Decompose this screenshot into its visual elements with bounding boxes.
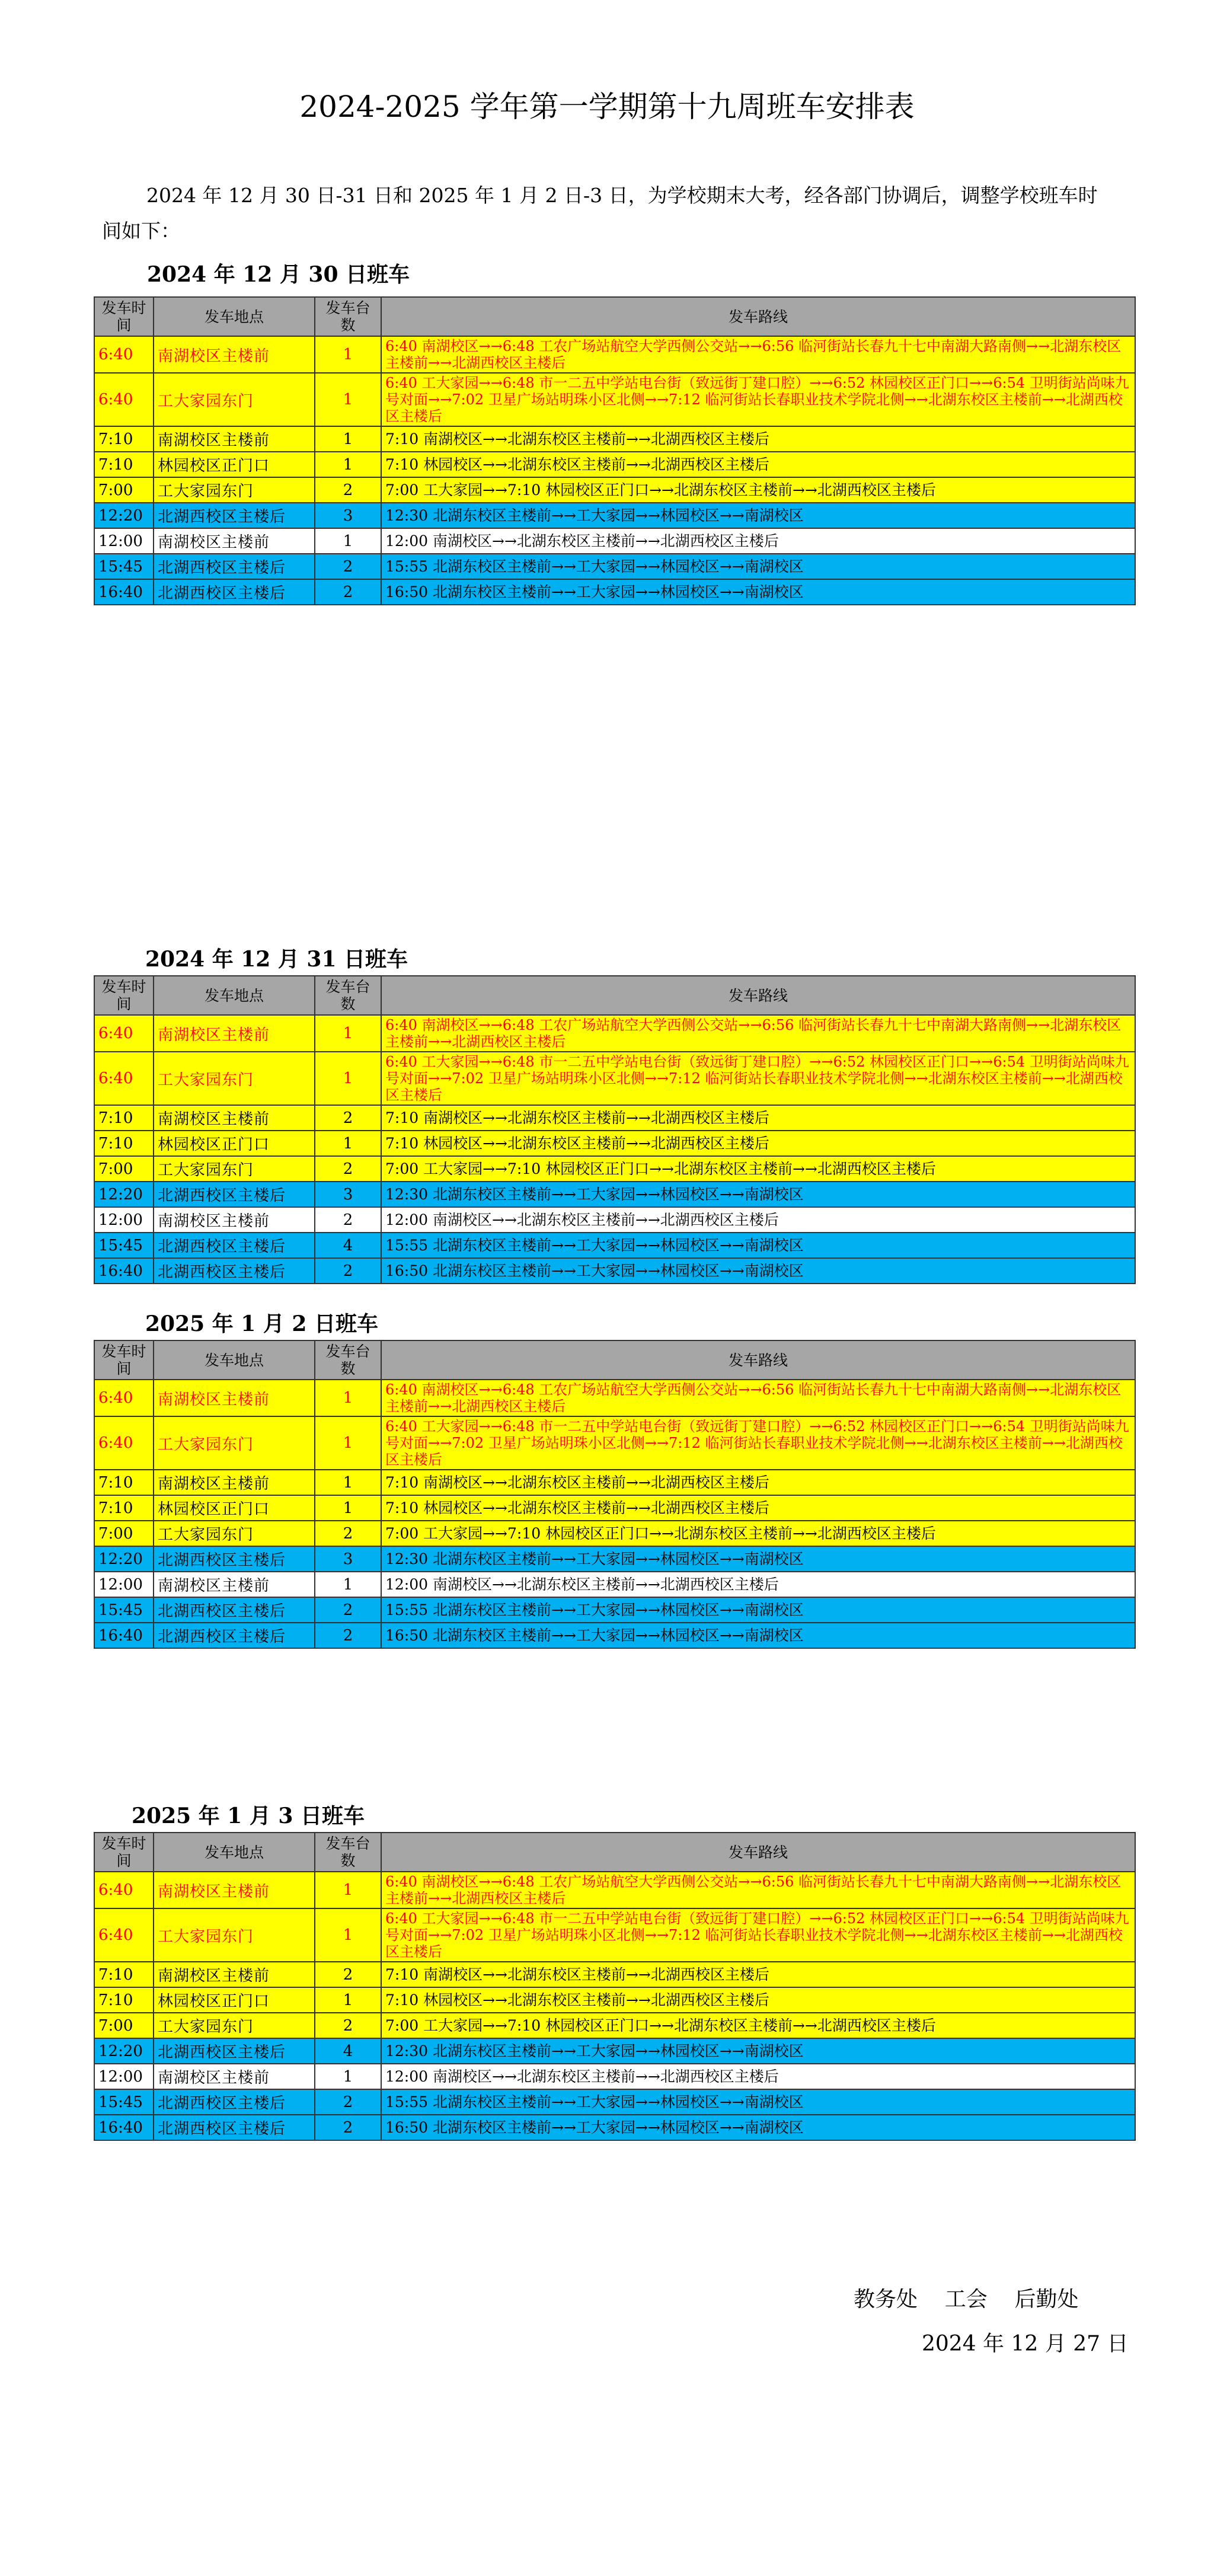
intro-paragraph: 2024 年 12 月 30 日-31 日和 2025 年 1 月 2 日-3 日，为学校期末大考，经各部门协调后，调整学校班车时间如下： <box>102 184 1098 242</box>
cell-time: 12:00 <box>94 2064 154 2089</box>
cell-count: 1 <box>315 426 381 452</box>
table-row <box>94 2038 1135 2064</box>
cell-time: 7:10 <box>94 1105 154 1131</box>
cell-time: 7:10 <box>94 452 154 477</box>
table-row <box>94 2064 1135 2089</box>
cell-count: 2 <box>315 1207 381 1233</box>
cell-location: 工大家园东门 <box>154 477 315 503</box>
cell-time: 7:10 <box>94 1987 154 2013</box>
cell-route: 12:00 南湖校区→→北湖东校区主楼前→→北湖西校区主楼后 <box>381 2064 1135 2089</box>
cell-location: 南湖校区主楼前 <box>154 1105 315 1131</box>
cell-count: 3 <box>315 503 381 528</box>
cell-time: 16:40 <box>94 2115 154 2140</box>
cell-location: 林园校区正门口 <box>154 1987 315 2013</box>
cell-time: 12:20 <box>94 1182 154 1207</box>
schedule-table <box>94 296 1136 605</box>
cell-route: 7:10 林园校区→→北湖东校区主楼前→→北湖西校区主楼后 <box>381 1987 1135 2013</box>
cell-count: 2 <box>315 477 381 503</box>
cell-route: 16:50 北湖东校区主楼前→→工大家园→→林园校区→→南湖校区 <box>381 1623 1135 1648</box>
footer-date: 2024 年 12 月 27 日 <box>922 2332 1129 2356</box>
cell-location: 工大家园东门 <box>154 2013 315 2038</box>
cell-location: 南湖校区主楼前 <box>154 336 315 373</box>
cell-location: 北湖西校区主楼后 <box>154 1597 315 1623</box>
table-row <box>94 1015 1135 1052</box>
cell-count: 1 <box>315 373 381 426</box>
cell-time: 6:40 <box>94 1052 154 1105</box>
header-location: 发车地点 <box>154 1833 315 1872</box>
cell-time: 7:00 <box>94 1156 154 1182</box>
table-row <box>94 1623 1135 1648</box>
cell-route: 12:30 北湖东校区主楼前→→工大家园→→林园校区→→南湖校区 <box>381 1546 1135 1572</box>
table-row <box>94 2089 1135 2115</box>
table-row <box>94 1105 1135 1131</box>
cell-count: 2 <box>315 579 381 605</box>
cell-count: 1 <box>315 1052 381 1105</box>
table-row <box>94 336 1135 373</box>
table-header-row <box>94 1340 1135 1380</box>
header-location: 发车地点 <box>154 1340 315 1380</box>
table-header-row <box>94 297 1135 336</box>
header-count: 发车台数 <box>315 1833 381 1872</box>
cell-route: 7:00 工大家园→→7:10 林园校区正门口→→北湖东校区主楼前→→北湖西校区主楼后 <box>381 1521 1135 1546</box>
cell-route: 7:10 林园校区→→北湖东校区主楼前→→北湖西校区主楼后 <box>381 1495 1135 1521</box>
cell-route: 6:40 南湖校区→→6:48 工农广场站航空大学西侧公交站→→6:56 临河街站长春九十七中南湖大路南侧→→北湖东校区主楼前→→北湖西校区主楼后 <box>381 1872 1135 1908</box>
cell-location: 北湖西校区主楼后 <box>154 1233 315 1258</box>
cell-time: 7:10 <box>94 1131 154 1156</box>
table-row <box>94 1207 1135 1233</box>
cell-location: 南湖校区主楼前 <box>154 1470 315 1495</box>
cell-time: 12:00 <box>94 528 154 554</box>
section-title: 2024 年 12 月 31 日班车 <box>145 947 408 972</box>
cell-route: 16:50 北湖东校区主楼前→→工大家园→→林园校区→→南湖校区 <box>381 579 1135 605</box>
cell-count: 4 <box>315 1233 381 1258</box>
section-title: 2025 年 1 月 2 日班车 <box>145 1311 378 1336</box>
table-row <box>94 1052 1135 1105</box>
cell-time: 7:10 <box>94 1470 154 1495</box>
cell-location: 南湖校区主楼前 <box>154 2064 315 2089</box>
table-row <box>94 503 1135 528</box>
cell-time: 6:40 <box>94 1416 154 1470</box>
schedule-table <box>94 975 1136 1284</box>
cell-count: 1 <box>315 528 381 554</box>
cell-time: 16:40 <box>94 1258 154 1284</box>
table-row <box>94 1908 1135 1962</box>
cell-time: 6:40 <box>94 1380 154 1416</box>
cell-count: 3 <box>315 1182 381 1207</box>
cell-time: 15:45 <box>94 2089 154 2115</box>
cell-location: 南湖校区主楼前 <box>154 1380 315 1416</box>
cell-count: 2 <box>315 1258 381 1284</box>
table-row <box>94 1962 1135 1987</box>
cell-route: 15:55 北湖东校区主楼前→→工大家园→→林园校区→→南湖校区 <box>381 554 1135 579</box>
cell-location: 南湖校区主楼前 <box>154 1207 315 1233</box>
header-route: 发车路线 <box>381 297 1135 336</box>
header-time: 发车时间 <box>94 297 154 336</box>
cell-count: 2 <box>315 554 381 579</box>
header-route: 发车路线 <box>381 1833 1135 1872</box>
cell-location: 林园校区正门口 <box>154 452 315 477</box>
cell-time: 15:45 <box>94 1233 154 1258</box>
cell-count: 1 <box>315 1380 381 1416</box>
cell-location: 南湖校区主楼前 <box>154 1572 315 1597</box>
cell-time: 7:00 <box>94 2013 154 2038</box>
table-row <box>94 1182 1135 1207</box>
cell-count: 1 <box>315 336 381 373</box>
cell-count: 2 <box>315 1597 381 1623</box>
cell-route: 7:10 南湖校区→→北湖东校区主楼前→→北湖西校区主楼后 <box>381 1962 1135 1987</box>
cell-route: 12:30 北湖东校区主楼前→→工大家园→→林园校区→→南湖校区 <box>381 1182 1135 1207</box>
cell-route: 7:00 工大家园→→7:10 林园校区正门口→→北湖东校区主楼前→→北湖西校区主楼后 <box>381 477 1135 503</box>
cell-count: 2 <box>315 1962 381 1987</box>
page-title: 2024-2025 学年第一学期第十九周班车安排表 <box>299 90 915 124</box>
cell-route: 12:00 南湖校区→→北湖东校区主楼前→→北湖西校区主楼后 <box>381 1572 1135 1597</box>
cell-location: 南湖校区主楼前 <box>154 1962 315 1987</box>
cell-route: 7:00 工大家园→→7:10 林园校区正门口→→北湖东校区主楼前→→北湖西校区主楼后 <box>381 2013 1135 2038</box>
header-count: 发车台数 <box>315 297 381 336</box>
cell-route: 6:40 南湖校区→→6:48 工农广场站航空大学西侧公交站→→6:56 临河街站长春九十七中南湖大路南侧→→北湖东校区主楼前→→北湖西校区主楼后 <box>381 1015 1135 1052</box>
cell-time: 12:00 <box>94 1207 154 1233</box>
cell-location: 工大家园东门 <box>154 1416 315 1470</box>
cell-count: 2 <box>315 2089 381 2115</box>
cell-count: 1 <box>315 1015 381 1052</box>
cell-location: 南湖校区主楼前 <box>154 426 315 452</box>
cell-time: 6:40 <box>94 1872 154 1908</box>
cell-location: 北湖西校区主楼后 <box>154 2038 315 2064</box>
table-row <box>94 1258 1135 1284</box>
cell-count: 2 <box>315 1156 381 1182</box>
cell-route: 7:10 林园校区→→北湖东校区主楼前→→北湖西校区主楼后 <box>381 452 1135 477</box>
cell-route: 6:40 工大家园→→6:48 市一二五中学站电台街（致远街丁建口腔）→→6:52 林园校区正门口→→6:54 卫明街站尚味九号对面→→7:02 卫星广场站明珠小区北侧→→7:12 临河街站长春职业技术学院北侧→→北湖东校区主楼前→→北湖西校区主楼后 <box>381 1908 1135 1962</box>
table-row <box>94 1987 1135 2013</box>
section-title: 2024 年 12 月 30 日班车 <box>147 262 410 287</box>
cell-route: 15:55 北湖东校区主楼前→→工大家园→→林园校区→→南湖校区 <box>381 1233 1135 1258</box>
cell-count: 1 <box>315 1872 381 1908</box>
cell-count: 3 <box>315 1546 381 1572</box>
header-count: 发车台数 <box>315 976 381 1015</box>
cell-location: 北湖西校区主楼后 <box>154 1623 315 1648</box>
cell-location: 北湖西校区主楼后 <box>154 503 315 528</box>
cell-time: 7:10 <box>94 1495 154 1521</box>
cell-count: 1 <box>315 1987 381 2013</box>
cell-time: 7:00 <box>94 1521 154 1546</box>
table-header-row <box>94 1833 1135 1872</box>
cell-route: 12:30 北湖东校区主楼前→→工大家园→→林园校区→→南湖校区 <box>381 2038 1135 2064</box>
cell-count: 2 <box>315 1521 381 1546</box>
cell-location: 北湖西校区主楼后 <box>154 2089 315 2115</box>
cell-count: 1 <box>315 1572 381 1597</box>
schedule-table <box>94 1832 1136 2141</box>
cell-route: 7:10 南湖校区→→北湖东校区主楼前→→北湖西校区主楼后 <box>381 1470 1135 1495</box>
table-header-row <box>94 976 1135 1015</box>
cell-time: 16:40 <box>94 1623 154 1648</box>
table-row <box>94 1380 1135 1416</box>
cell-route: 6:40 工大家园→→6:48 市一二五中学站电台街（致远街丁建口腔）→→6:52 林园校区正门口→→6:54 卫明街站尚味九号对面→→7:02 卫星广场站明珠小区北侧→→7:12 临河街站长春职业技术学院北侧→→北湖东校区主楼前→→北湖西校区主楼后 <box>381 1416 1135 1470</box>
cell-location: 林园校区正门口 <box>154 1495 315 1521</box>
table-row <box>94 1156 1135 1182</box>
cell-route: 15:55 北湖东校区主楼前→→工大家园→→林园校区→→南湖校区 <box>381 1597 1135 1623</box>
cell-location: 北湖西校区主楼后 <box>154 1258 315 1284</box>
header-count: 发车台数 <box>315 1340 381 1380</box>
table-row <box>94 1872 1135 1908</box>
cell-count: 2 <box>315 1105 381 1131</box>
cell-time: 16:40 <box>94 579 154 605</box>
cell-count: 1 <box>315 1131 381 1156</box>
cell-location: 工大家园东门 <box>154 1521 315 1546</box>
cell-location: 北湖西校区主楼后 <box>154 1182 315 1207</box>
cell-time: 12:20 <box>94 503 154 528</box>
cell-location: 工大家园东门 <box>154 1908 315 1962</box>
cell-time: 7:10 <box>94 426 154 452</box>
footer-departments: 教务处 工会 后勤处 <box>854 2287 1079 2312</box>
table-row <box>94 1233 1135 1258</box>
table-row <box>94 554 1135 579</box>
cell-route: 12:30 北湖东校区主楼前→→工大家园→→林园校区→→南湖校区 <box>381 503 1135 528</box>
table-row <box>94 1470 1135 1495</box>
header-time: 发车时间 <box>94 976 154 1015</box>
cell-count: 1 <box>315 452 381 477</box>
table-row <box>94 452 1135 477</box>
cell-route: 15:55 北湖东校区主楼前→→工大家园→→林园校区→→南湖校区 <box>381 2089 1135 2115</box>
cell-location: 南湖校区主楼前 <box>154 1015 315 1052</box>
cell-time: 12:20 <box>94 1546 154 1572</box>
cell-location: 南湖校区主楼前 <box>154 528 315 554</box>
cell-time: 15:45 <box>94 554 154 579</box>
cell-time: 6:40 <box>94 336 154 373</box>
section-title: 2025 年 1 月 3 日班车 <box>132 1803 365 1828</box>
header-location: 发车地点 <box>154 976 315 1015</box>
cell-count: 1 <box>315 1470 381 1495</box>
cell-route: 6:40 工大家园→→6:48 市一二五中学站电台街（致远街丁建口腔）→→6:52 林园校区正门口→→6:54 卫明街站尚味九号对面→→7:02 卫星广场站明珠小区北侧→→7:12 临河街站长春职业技术学院北侧→→北湖东校区主楼前→→北湖西校区主楼后 <box>381 373 1135 426</box>
cell-count: 4 <box>315 2038 381 2064</box>
cell-location: 北湖西校区主楼后 <box>154 1546 315 1572</box>
cell-time: 15:45 <box>94 1597 154 1623</box>
header-route: 发车路线 <box>381 1340 1135 1380</box>
cell-location: 林园校区正门口 <box>154 1131 315 1156</box>
table-row <box>94 2115 1135 2140</box>
cell-route: 6:40 南湖校区→→6:48 工农广场站航空大学西侧公交站→→6:56 临河街站长春九十七中南湖大路南侧→→北湖东校区主楼前→→北湖西校区主楼后 <box>381 1380 1135 1416</box>
table-row <box>94 1597 1135 1623</box>
cell-time: 12:20 <box>94 2038 154 2064</box>
cell-time: 12:00 <box>94 1572 154 1597</box>
cell-location: 北湖西校区主楼后 <box>154 579 315 605</box>
table-row <box>94 2013 1135 2038</box>
table-row <box>94 1546 1135 1572</box>
cell-time: 7:00 <box>94 477 154 503</box>
table-row <box>94 528 1135 554</box>
table-row <box>94 579 1135 605</box>
cell-time: 6:40 <box>94 1908 154 1962</box>
cell-count: 1 <box>315 1908 381 1962</box>
table-row <box>94 477 1135 503</box>
cell-time: 6:40 <box>94 373 154 426</box>
header-route: 发车路线 <box>381 976 1135 1015</box>
schedule-table <box>94 1340 1136 1649</box>
cell-route: 16:50 北湖东校区主楼前→→工大家园→→林园校区→→南湖校区 <box>381 2115 1135 2140</box>
header-time: 发车时间 <box>94 1340 154 1380</box>
table-row <box>94 1495 1135 1521</box>
cell-route: 12:00 南湖校区→→北湖东校区主楼前→→北湖西校区主楼后 <box>381 1207 1135 1233</box>
cell-location: 工大家园东门 <box>154 373 315 426</box>
cell-route: 6:40 工大家园→→6:48 市一二五中学站电台街（致远街丁建口腔）→→6:52 林园校区正门口→→6:54 卫明街站尚味九号对面→→7:02 卫星广场站明珠小区北侧→→7:12 临河街站长春职业技术学院北侧→→北湖东校区主楼前→→北湖西校区主楼后 <box>381 1052 1135 1105</box>
table-row <box>94 1521 1135 1546</box>
table-row <box>94 426 1135 452</box>
cell-count: 1 <box>315 1495 381 1521</box>
cell-route: 12:00 南湖校区→→北湖东校区主楼前→→北湖西校区主楼后 <box>381 528 1135 554</box>
cell-route: 7:00 工大家园→→7:10 林园校区正门口→→北湖东校区主楼前→→北湖西校区主楼后 <box>381 1156 1135 1182</box>
table-row <box>94 1572 1135 1597</box>
cell-route: 7:10 南湖校区→→北湖东校区主楼前→→北湖西校区主楼后 <box>381 1105 1135 1131</box>
cell-count: 1 <box>315 2064 381 2089</box>
table-row <box>94 373 1135 426</box>
cell-location: 工大家园东门 <box>154 1156 315 1182</box>
cell-route: 7:10 林园校区→→北湖东校区主楼前→→北湖西校区主楼后 <box>381 1131 1135 1156</box>
cell-location: 南湖校区主楼前 <box>154 1872 315 1908</box>
cell-route: 16:50 北湖东校区主楼前→→工大家园→→林园校区→→南湖校区 <box>381 1258 1135 1284</box>
cell-time: 7:10 <box>94 1962 154 1987</box>
table-row <box>94 1416 1135 1470</box>
cell-count: 2 <box>315 1623 381 1648</box>
cell-location: 工大家园东门 <box>154 1052 315 1105</box>
header-location: 发车地点 <box>154 297 315 336</box>
cell-count: 2 <box>315 2115 381 2140</box>
header-time: 发车时间 <box>94 1833 154 1872</box>
cell-location: 北湖西校区主楼后 <box>154 554 315 579</box>
cell-route: 7:10 南湖校区→→北湖东校区主楼前→→北湖西校区主楼后 <box>381 426 1135 452</box>
cell-count: 2 <box>315 2013 381 2038</box>
cell-count: 1 <box>315 1416 381 1470</box>
cell-route: 6:40 南湖校区→→6:48 工农广场站航空大学西侧公交站→→6:56 临河街站长春九十七中南湖大路南侧→→北湖东校区主楼前→→北湖西校区主楼后 <box>381 336 1135 373</box>
cell-location: 北湖西校区主楼后 <box>154 2115 315 2140</box>
table-row <box>94 1131 1135 1156</box>
cell-time: 6:40 <box>94 1015 154 1052</box>
